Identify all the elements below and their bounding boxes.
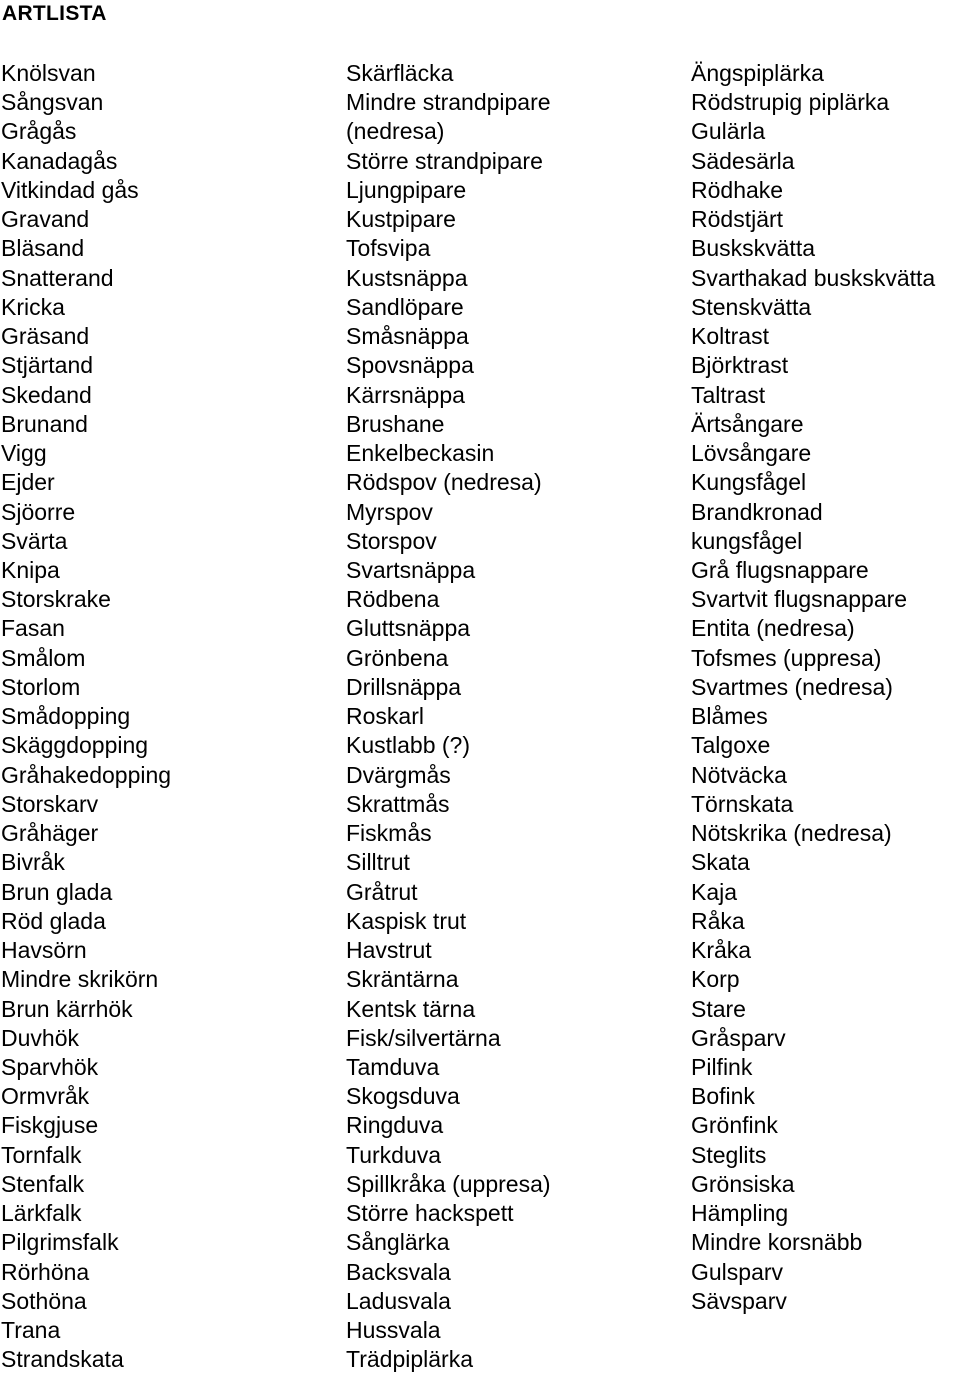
species-list-item: Sångsvan [1,89,104,116]
species-list-item: Gluttsnäppa [346,615,471,642]
species-list-item: Rödhake [691,176,784,203]
species-list-item: Silltrut [346,849,410,876]
species-list-item: Svarthakad buskskvätta [691,264,936,291]
species-list-item: Rödbena [346,586,440,613]
species-list-item: Gräsand [1,323,90,350]
species-list-item: Kanadagås [1,147,118,174]
species-list-item: Nötskrika (nedresa) [691,820,892,847]
species-list-item: Större strandpipare [346,147,543,174]
species-list-item: Snatterand [1,264,114,291]
species-list-item: Turkduva [346,1141,442,1168]
species-list-item: Tofsmes (uppresa) [691,644,882,671]
species-list-item: Ladusvala [346,1287,451,1314]
species-list-item: Tamduva [346,1053,440,1080]
species-list-item: Större hackspett [346,1200,514,1227]
species-list-item: Steglits [691,1141,767,1168]
species-list-item: Bivråk [1,849,65,876]
species-list-item: Buskskvätta [691,235,815,262]
species-list-item: Skata [691,849,750,876]
species-list-item: Fisk/silvertärna [346,1024,501,1051]
species-list-item: Rödspov (nedresa) [346,469,542,496]
species-list-item: Fasan [1,615,65,642]
species-list-item: Sparvhök [1,1053,99,1080]
species-list-item: Stare [691,995,746,1022]
species-list-item: Spovsnäppa [346,352,474,379]
species-list-item: Grå flugsnappare [691,556,869,583]
species-list-item: Skäggdopping [1,732,149,759]
species-list-item: Gråtrut [346,878,418,905]
species-list-item: Trädpiplärka [346,1346,473,1373]
species-list-item: Vigg [1,440,47,467]
species-list-item: Råka [691,907,745,934]
species-column-3 [691,59,935,1316]
species-list-item: Storskrake [1,586,111,613]
species-list-item: Stjärtand [1,352,94,379]
species-list-item: Duvhök [1,1024,79,1051]
species-list-item: Dvärgmås [346,761,451,788]
species-list-item: Tornfalk [1,1141,82,1168]
species-column-1 [1,59,171,1375]
species-list-item: Storskarv [1,790,99,817]
species-list-item: Mindre skrikörn [1,966,159,993]
species-list-item: Pilgrimsfalk [1,1229,119,1256]
species-list-item: Ormvråk [1,1083,90,1110]
species-list-item: Gråsparv [691,1024,786,1051]
species-list-item: Mindre strandpipare [346,89,551,116]
species-list-item: Talgoxe [691,732,771,759]
species-list-item: Hämpling [691,1200,789,1227]
species-list-item: Brunand [1,410,88,437]
species-list-item: Bläsand [1,235,85,262]
species-list-item: Skogsduva [346,1083,460,1110]
species-list-item: Drillsnäppa [346,673,462,700]
species-list-item: Backsvala [346,1258,451,1285]
species-list-item: Kustlabb (?) [346,732,471,759]
species-list-item: Havsörn [1,937,87,964]
species-list-item: Knipa [1,556,60,583]
species-list-item: Ärtsångare [691,410,804,437]
species-list-item: Gravand [1,206,90,233]
species-list-item: Kråka [691,937,752,964]
species-list-item: Myrspov [346,498,433,525]
species-list-item: Ljungpipare [346,176,467,203]
species-list-item: Svartmes (nedresa) [691,673,893,700]
species-list-item: Trana [1,1317,61,1344]
species-list-item: Lärkfalk [1,1200,82,1227]
species-list-item: Grönfink [691,1112,778,1139]
species-list-item: Kaspisk trut [346,907,467,934]
species-list-item: Bofink [691,1083,755,1110]
species-list-item: Storlom [1,673,81,700]
species-list-item: Strandskata [1,1346,124,1373]
species-list-item: Havstrut [346,937,432,964]
species-list-item: Svärta [1,527,68,554]
species-list-item: Mindre korsnäbb [691,1229,863,1256]
species-list-item: Enkelbeckasin [346,440,495,467]
species-list-item: Kärrsnäppa [346,381,465,408]
species-list-item: Smådopping [1,703,131,730]
species-list-item: Brun glada [1,878,113,905]
species-list-item: Brushane [346,410,445,437]
species-list-item: kungsfågel [691,527,803,554]
species-list-item: Skrattmås [346,790,450,817]
species-list-item: Spillkråka (uppresa) [346,1170,551,1197]
species-list-item: Storspov [346,527,437,554]
species-list-item: Ängspiplärka [691,60,824,86]
page-title: ARTLISTA [2,2,107,25]
species-list-item: Björktrast [691,352,789,379]
species-list-item: Sävsparv [691,1287,787,1314]
species-list-item: Kaja [691,878,738,905]
species-list-item: Rörhöna [1,1258,90,1285]
species-list-item: Pilfink [691,1053,753,1080]
species-list-item: Sandlöpare [346,293,464,320]
species-list-item: Ringduva [346,1112,444,1139]
species-list-item: Sothöna [1,1287,87,1314]
species-list-item: Stenfalk [1,1170,85,1197]
species-list-item: (nedresa) [346,118,445,145]
species-list-item: Rödstjärt [691,206,784,233]
species-list-item: Röd glada [1,907,106,934]
species-list-item: Rödstrupig piplärka [691,89,890,116]
species-list-item: Hussvala [346,1317,441,1344]
species-list-item: Taltrast [691,381,766,408]
species-list-item: Småsnäppa [346,323,469,350]
species-list-item: Korp [691,966,740,993]
species-list-item: Kustpipare [346,206,456,233]
species-list-item: Sjöorre [1,498,76,525]
species-list-item: Grågås [1,118,77,145]
species-list-item: Gråhäger [1,820,99,847]
species-list-item: Skedand [1,381,92,408]
species-list-item: Stenskvätta [691,293,812,320]
species-list-item: Gulärla [691,118,766,145]
species-list-item: Gråhakedopping [1,761,172,788]
species-list-item: Vitkindad gås [1,176,139,203]
species-list-item: Sädesärla [691,147,795,174]
species-list-item: Grönbena [346,644,449,671]
species-list-item: Grönsiska [691,1170,795,1197]
species-list-item: Lövsångare [691,440,812,467]
species-list-item: Skräntärna [346,966,459,993]
species-list-item: Svartvit flugsnappare [691,586,908,613]
species-list-item: Sånglärka [346,1229,450,1256]
species-list-item: Törnskata [691,790,794,817]
species-list-item: Brandkronad [691,498,823,525]
species-list-item: Skärfläcka [346,60,454,86]
species-list-item: Fiskgjuse [1,1112,99,1139]
species-list-item: Blåmes [691,703,768,730]
species-list-item: Ejder [1,469,55,496]
species-list-item: Fiskmås [346,820,432,847]
species-list-item: Kustsnäppa [346,264,468,291]
species-column-2 [346,59,551,1375]
species-list-item: Kentsk tärna [346,995,476,1022]
species-list-item: Gulsparv [691,1258,784,1285]
species-list-item: Brun kärrhök [1,995,133,1022]
species-list-item: Tofsvipa [346,235,431,262]
species-list-item: Koltrast [691,323,769,350]
species-list-item: Nötväcka [691,761,787,788]
species-list-item: Roskarl [346,703,424,730]
species-list-item: Kungsfågel [691,469,807,496]
species-list-item: Entita (nedresa) [691,615,855,642]
species-list-item: Knölsvan [1,60,96,86]
species-list-item: Svartsnäppa [346,556,476,583]
species-list-item: Kricka [1,293,65,320]
species-list-item: Smålom [1,644,86,671]
